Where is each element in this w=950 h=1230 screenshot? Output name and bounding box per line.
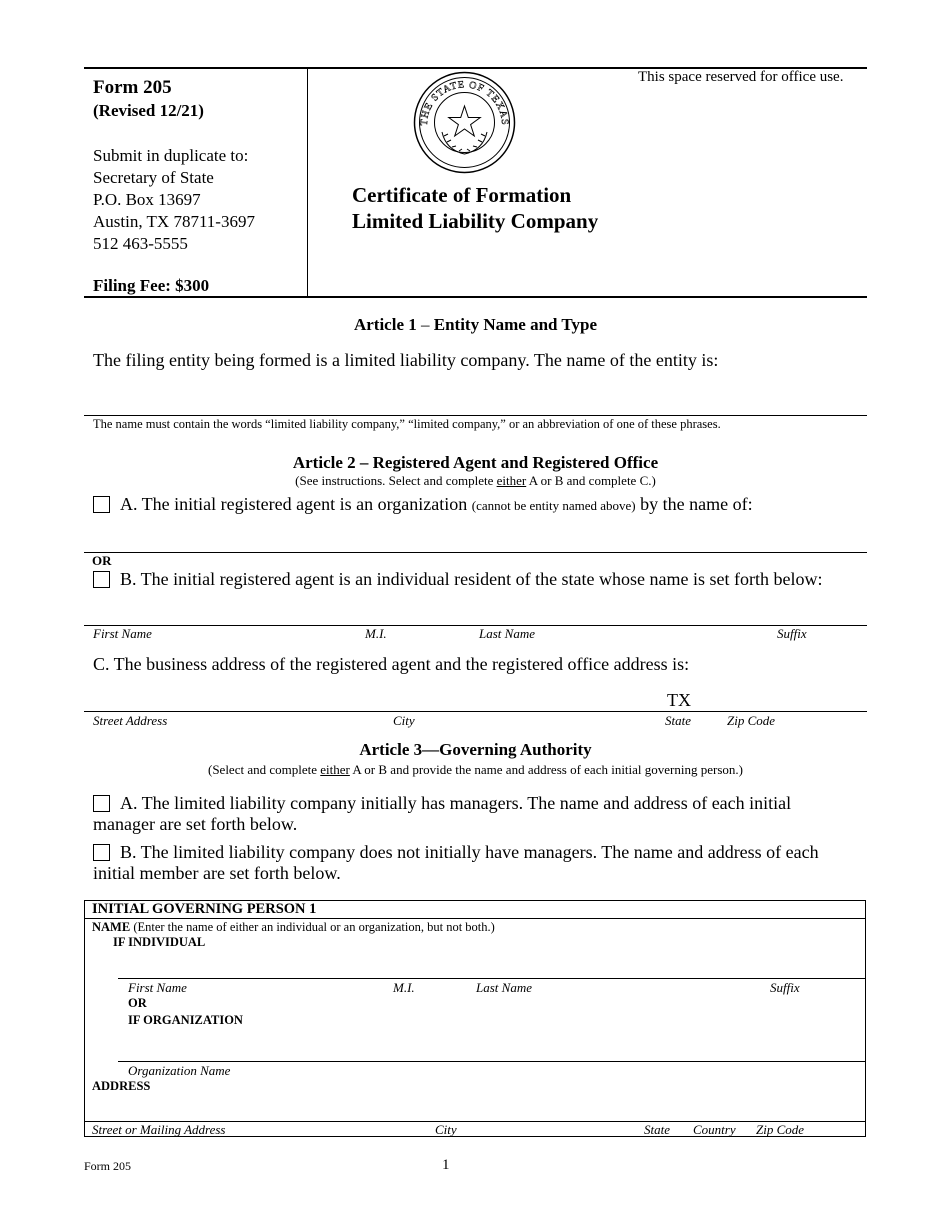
article2-option-a [93,494,753,515]
zip-label: Zip Code [727,713,776,728]
article1-note: The name must contain the words “limited liability company,” “limited company,” or an abbreviation of one of these phrases. [93,417,721,431]
subheading-text: (See instructions. Select and complete [295,473,497,488]
address-label: ADDRESS [92,1079,151,1093]
office-use-note: This space reserved for office use. [638,69,844,85]
name-note: (Enter the name of either an individual or an organization, but not both.) [130,920,495,934]
title-line-2: Limited Liability Company [352,209,599,233]
or-label: OR [128,996,147,1010]
subheading-text: A or B and provide the name and address of each initial governing person.) [349,762,743,777]
article2-option-c: C. The business address of the registered agent and the registered office address is: [93,654,690,674]
agent-address-field[interactable] [84,711,867,712]
organization-name-field[interactable] [118,1061,866,1062]
header-bottom-rule [84,296,867,298]
members-checkbox[interactable] [93,844,110,861]
footer-form-number: Form 205 [84,1159,132,1173]
first-name-label: First Name [128,980,187,995]
option-b-text: initial member are set forth below. [93,863,341,883]
suffix-label: Suffix [770,980,800,995]
submit-line: Submit in duplicate to: [93,146,249,165]
header-divider [307,68,308,297]
article3-heading: Article 3—Governing Authority [359,740,592,759]
page-number: 1 [442,1157,450,1173]
agent-individual-name-field[interactable] [84,625,867,626]
option-b-text: B. The limited liability company does not initially have managers. The name and address of each [120,842,819,862]
option-a-text-end: by the name of: [635,494,753,514]
name-instructions [92,920,495,935]
article1-heading-dash: – [416,315,434,334]
option-a-note: (cannot be entity named above) [471,498,636,513]
submit-address [93,145,255,255]
subheading-underline: either [496,473,527,488]
street-mailing-label: Street or Mailing Address [92,1122,226,1137]
state-value: TX [667,690,691,710]
country-label: Country [693,1122,736,1137]
article3-subheading [84,762,867,778]
option-b-text: B. The initial registered agent is an individual resident of the state whose name is set forth below: [120,569,823,589]
subheading-text: A or B and complete C.) [526,473,656,488]
article1-heading-part: Entity Name and Type [433,315,598,334]
article3-option-a [93,793,791,835]
form-number: Form 205 [93,77,172,98]
individual-name-field[interactable] [118,978,866,979]
subheading-text: (Select and complete [207,762,321,777]
submit-line: Secretary of State [93,168,214,187]
or-label: OR [92,553,112,568]
first-name-label: First Name [93,626,152,641]
option-b-checkbox[interactable] [93,571,110,588]
option-a-text: A. The limited liability company initially has managers. The name and address of each initial [120,793,792,813]
managers-checkbox[interactable] [93,795,110,812]
if-individual-label: IF INDIVIDUAL [113,935,206,949]
name-label: NAME [92,920,131,934]
entity-name-field[interactable] [84,415,867,416]
street-address-label: Street Address [93,713,168,728]
governing-person-title: INITIAL GOVERNING PERSON 1 [92,901,317,917]
last-name-label: Last Name [476,980,532,995]
option-a-text: manager are set forth below. [93,814,298,834]
zip-label: Zip Code [756,1122,805,1137]
texas-seal-icon [412,70,517,175]
revised-date: (Revised 12/21) [93,101,204,120]
last-name-label: Last Name [479,626,535,641]
article1-heading [84,315,867,335]
article1-statement: The filing entity being formed is a limited liability company. The name of the entity is: [93,350,719,370]
subheading-underline: either [320,762,350,777]
article3-option-b [93,842,819,884]
option-a-checkbox[interactable] [93,496,110,513]
city-label: City [393,713,415,728]
option-a-text: A. The initial registered agent is an organization [120,494,472,514]
article2-option-b [93,569,823,590]
state-label: State [665,713,691,728]
box-title-rule [84,918,866,919]
mi-label: M.I. [365,626,387,641]
svg-text:THE STATE OF TEXAS: THE STATE OF TEXAS [418,79,511,126]
suffix-label: Suffix [777,626,807,641]
submit-line: 512 463-5555 [93,234,188,253]
article2-subheading [84,473,867,489]
submit-line: Austin, TX 78711-3697 [93,212,255,231]
agent-org-name-field[interactable] [84,552,867,553]
if-organization-label: IF ORGANIZATION [128,1013,243,1027]
article2-heading: Article 2 – Registered Agent and Registered Office [292,453,659,472]
state-label: State [644,1122,670,1137]
article1-heading-part: Article 1 [353,315,417,334]
submit-line: P.O. Box 13697 [93,190,201,209]
city-label: City [435,1122,457,1137]
mi-label: M.I. [393,980,415,995]
filing-fee: Filing Fee: $300 [93,276,210,295]
title-line-1: Certificate of Formation [352,183,572,207]
organization-name-label: Organization Name [128,1063,231,1078]
page-title [352,182,598,234]
